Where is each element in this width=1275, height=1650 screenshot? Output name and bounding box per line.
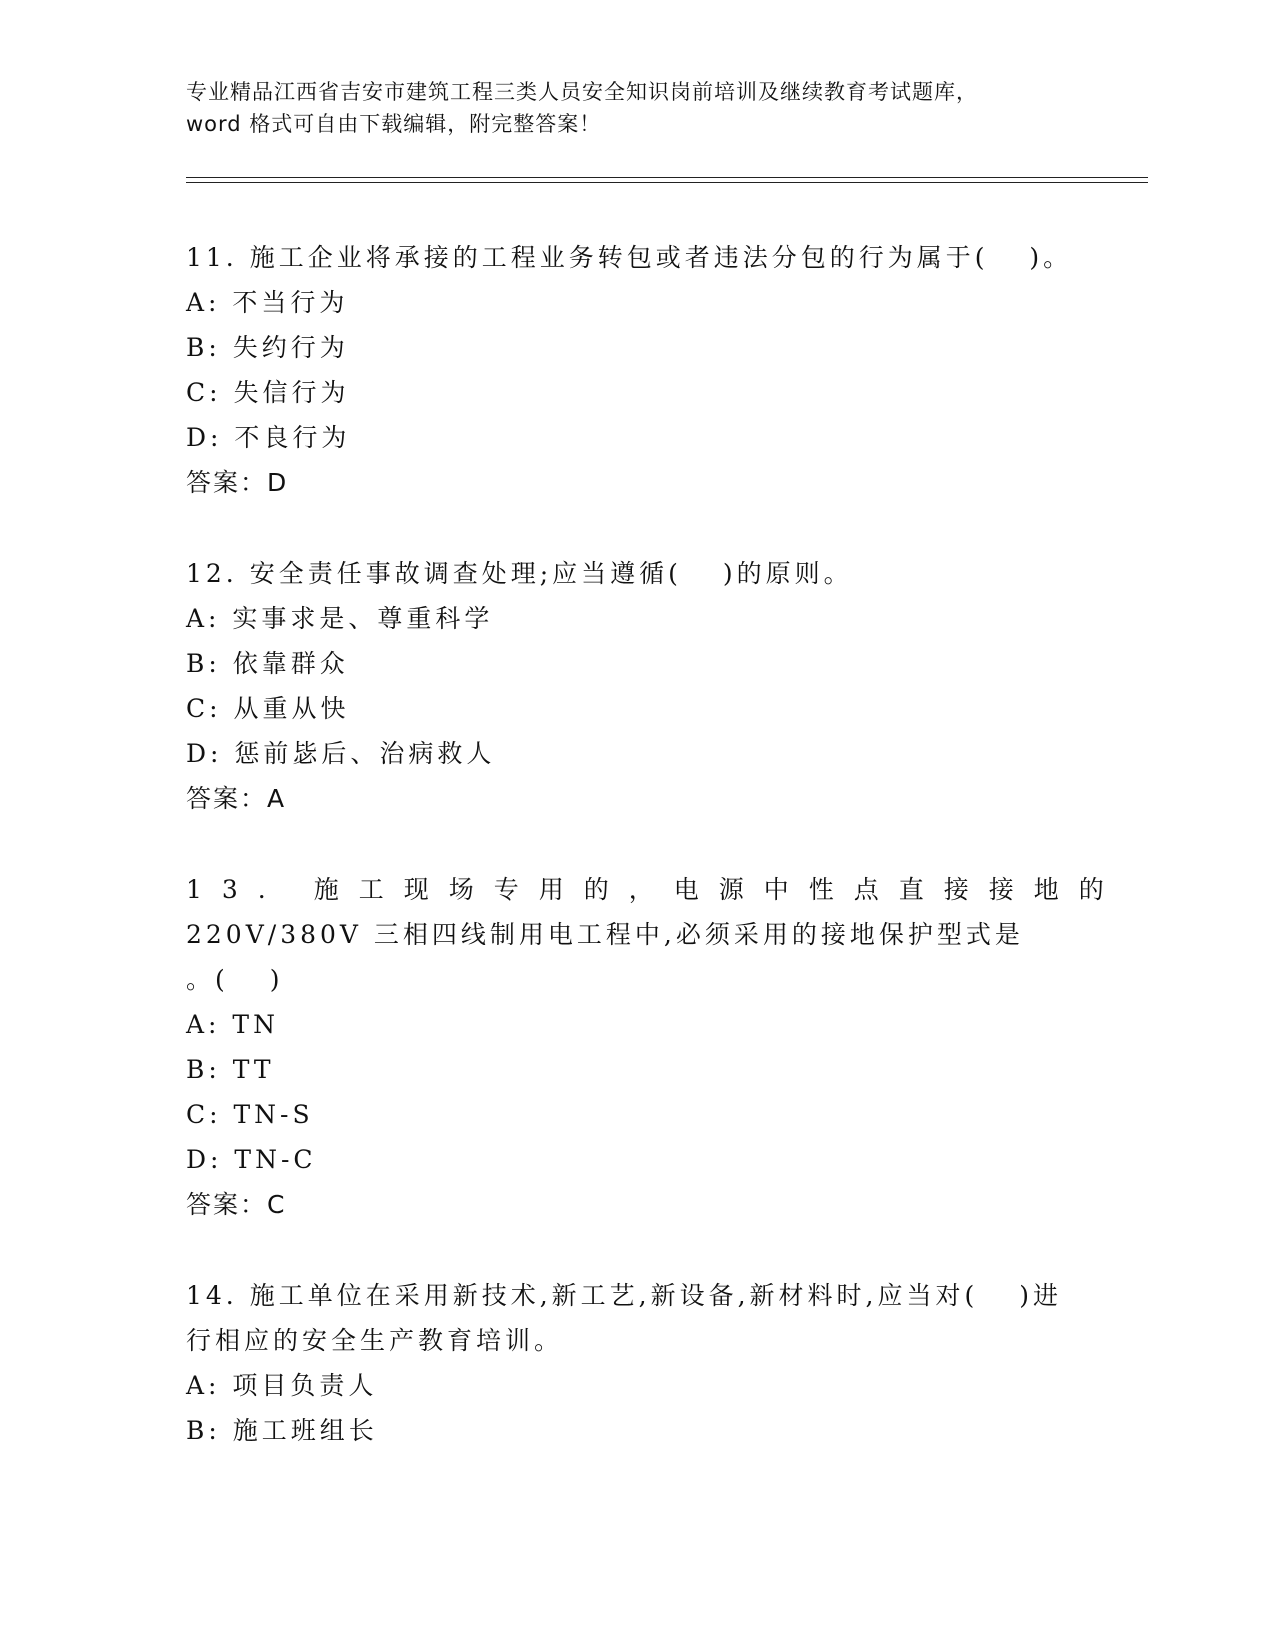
option-b: B: TT bbox=[186, 1055, 275, 1084]
answer-line: 答案：D bbox=[186, 468, 289, 497]
question-14 bbox=[186, 1273, 1086, 1453]
question-text: 11. 施工企业将承接的工程业务转包或者违法分包的行为属于( )。 bbox=[186, 243, 1073, 272]
option-d: D: TN-C bbox=[186, 1145, 317, 1174]
option-c: C: 从重从快 bbox=[186, 694, 350, 723]
header-line-2: word 格式可自由下载编辑，附完整答案！ bbox=[186, 112, 602, 136]
option-a: A: 实事求是、尊重科学 bbox=[186, 604, 494, 633]
question-12 bbox=[186, 551, 1086, 821]
option-c: C: 失信行为 bbox=[186, 378, 350, 407]
question-list bbox=[186, 235, 1124, 1499]
answer-line: 答案：A bbox=[186, 784, 287, 813]
question-13 bbox=[186, 867, 1124, 1227]
option-c: C: TN-S bbox=[186, 1100, 314, 1129]
question-text-continued: 220V/380V 三相四线制用电工程中,必须采用的接地保护型式是 bbox=[186, 920, 1024, 949]
question-text-continued: 行相应的安全生产教育培训。 bbox=[186, 1326, 564, 1355]
option-d: D: 惩前毖后、治病救人 bbox=[186, 739, 496, 768]
question-11 bbox=[186, 235, 1086, 505]
option-a: A: 项目负责人 bbox=[186, 1371, 378, 1400]
question-text: 14. 施工单位在采用新技术,新工艺,新设备,新材料时,应当对( )进 bbox=[186, 1281, 1062, 1310]
option-a: A: 不当行为 bbox=[186, 288, 349, 317]
question-text: 12. 安全责任事故调查处理;应当遵循( )的原则。 bbox=[186, 559, 853, 588]
option-a: A: TN bbox=[186, 1010, 279, 1039]
document-header bbox=[186, 76, 1086, 140]
header-divider-top bbox=[186, 177, 1148, 178]
option-b: B: 依靠群众 bbox=[186, 649, 349, 678]
answer-line: 答案：C bbox=[186, 1190, 287, 1219]
question-text: 13. 施工现场专用的，电源中性点直接接地的 bbox=[186, 875, 1124, 904]
question-text-continued: 。( ) bbox=[186, 965, 284, 994]
option-d: D: 不良行为 bbox=[186, 423, 351, 452]
header-divider-bottom bbox=[186, 182, 1148, 183]
option-b: B: 施工班组长 bbox=[186, 1416, 378, 1445]
option-b: B: 失约行为 bbox=[186, 333, 349, 362]
header-line-1: 专业精品江西省吉安市建筑工程三类人员安全知识岗前培训及继续教育考试题库， bbox=[186, 80, 978, 104]
